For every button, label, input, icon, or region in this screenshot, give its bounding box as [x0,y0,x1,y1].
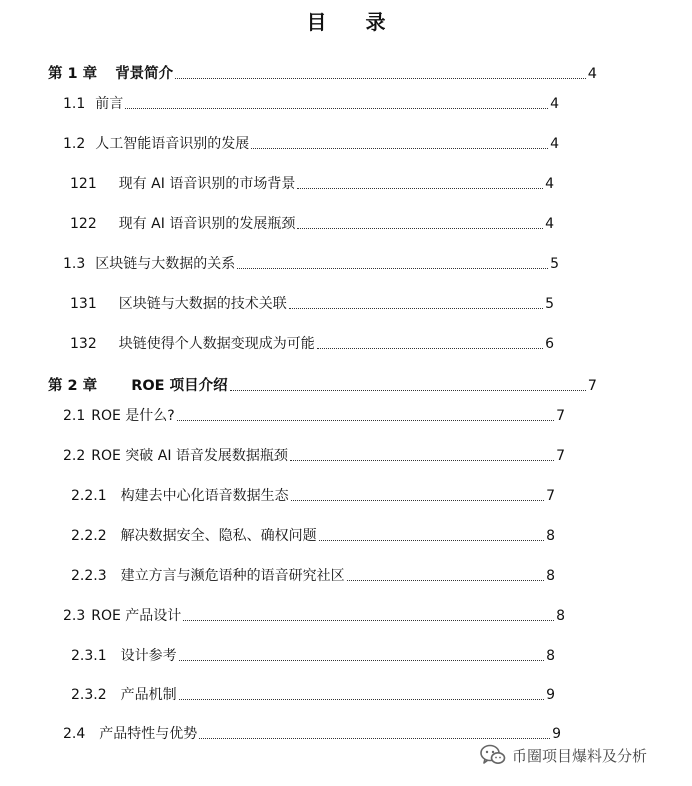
dot-leader [319,540,544,541]
toc-entry-title: ROE 项目介绍 [131,378,228,394]
toc-entry-page: 7 [546,488,555,504]
toc-entry-number: 2.2 [63,448,86,464]
dot-leader [179,660,544,661]
watermark [480,744,647,766]
toc-entry-page: 8 [546,568,555,584]
toc-entry-number: 132 [70,336,97,352]
toc-entry-ch2[interactable] [48,376,597,396]
toc-entry-number: 131 [70,296,97,312]
toc-entry-2-2-1[interactable] [71,486,555,506]
dot-leader [289,308,543,309]
toc-entry-page: 4 [550,96,559,112]
toc-entry-2-2-3[interactable] [71,566,555,586]
toc-entry-title: 区块链与大数据的技术关联 [118,296,287,312]
toc-entry-title: ROE 是什么? [91,408,175,424]
toc-entry-page: 6 [545,336,554,352]
toc-entry-2-2-2[interactable] [71,526,555,546]
toc-entry-page: 7 [587,378,597,394]
toc-entry-page: 8 [546,528,555,544]
toc-entry-number: 2.2.1 [71,488,107,504]
toc-entry-2-1[interactable] [63,406,565,426]
dot-leader [179,699,544,700]
toc-entry-1-3-2[interactable] [70,334,554,354]
dot-leader [125,108,548,109]
toc-entry-title: 前言 [95,96,124,112]
toc-entry-1-2-1[interactable] [70,174,554,194]
toc-entry-title: 区块链与大数据的关系 [95,256,236,272]
toc-entry-2-2[interactable] [63,446,565,466]
toc-entry-title: 背景简介 [115,66,174,82]
toc-entry-number: 122 [70,216,97,232]
toc-entry-number: 2.1 [63,408,86,424]
toc-entry-title: 块链使得个人数据变现成为可能 [118,336,315,352]
toc-entry-2-3-2[interactable] [71,685,555,705]
toc-entry-page: 5 [545,296,554,312]
toc-entry-number: 2.2.2 [71,528,107,544]
toc-entry-page: 5 [550,256,559,272]
toc-entry-title: 建立方言与濒危语种的语音研究社区 [120,568,345,584]
dot-leader [199,738,550,739]
toc-entry-number: 2.3 [63,608,86,624]
toc-entry-title: 现有 AI 语音识别的发展瓶颈 [118,216,296,232]
toc-entry-page: 4 [545,216,554,232]
toc-entry-number: 121 [70,176,97,192]
dot-leader [291,500,544,501]
toc-entry-1-2[interactable] [63,134,559,154]
toc-entry-title: 构建去中心化语音数据生态 [120,488,289,504]
toc-entry-title: 现有 AI 语音识别的市场背景 [118,176,296,192]
toc-entry-title: 设计参考 [120,648,177,664]
toc-entry-page: 4 [587,66,597,82]
toc-entry-2-4[interactable] [63,724,561,744]
toc-entry-2-3-1[interactable] [71,646,555,666]
dot-leader [237,268,548,269]
toc-entry-page: 9 [552,726,561,742]
toc-entry-number: 第 2 章 [48,378,98,394]
dot-leader [297,188,543,189]
dot-leader [251,148,548,149]
toc-entry-page: 7 [556,448,565,464]
dot-leader [177,420,554,421]
toc-entry-2-3[interactable] [63,606,565,626]
toc-entry-page: 8 [556,608,565,624]
toc-entry-1-3[interactable] [63,254,559,274]
toc-entry-number: 2.3.2 [71,687,107,703]
toc-entry-number: 1.1 [63,96,86,112]
toc-entry-title: ROE 突破 AI 语音发展数据瓶颈 [91,448,288,464]
dot-leader [317,348,543,349]
dot-leader [347,580,544,581]
toc-entry-number: 1.2 [63,136,86,152]
wechat-icon [480,744,506,766]
dot-leader [290,460,554,461]
toc-entry-number: 2.3.1 [71,648,107,664]
toc-entry-number: 2.2.3 [71,568,107,584]
toc-entry-page: 9 [546,687,555,703]
toc-entry-page: 7 [556,408,565,424]
dot-leader [297,228,543,229]
toc-entry-1-2-2[interactable] [70,214,554,234]
dot-leader [183,620,554,621]
toc-entry-page: 4 [545,176,554,192]
toc-entry-page: 8 [546,648,555,664]
toc-entry-ch1[interactable] [48,64,597,84]
toc-entry-title: 解决数据安全、隐私、确权问题 [120,528,317,544]
toc-entry-number: 第 1 章 [48,66,98,82]
dot-leader [175,78,586,79]
toc-entry-title: ROE 产品设计 [91,608,182,624]
watermark-text: 币圈项目爆料及分析 [512,746,648,765]
toc-entry-page: 4 [550,136,559,152]
toc-entry-number: 2.4 [63,726,86,742]
toc-entry-title: 产品特性与优势 [99,726,198,742]
toc-entry-1-3-1[interactable] [70,294,554,314]
toc-entry-title: 产品机制 [120,687,177,703]
toc-entry-title: 人工智能语音识别的发展 [95,136,250,152]
dot-leader [230,390,586,391]
toc-entry-number: 1.3 [63,256,86,272]
toc-title: 目 录 [306,10,402,34]
toc-entry-1-1[interactable] [63,94,559,114]
